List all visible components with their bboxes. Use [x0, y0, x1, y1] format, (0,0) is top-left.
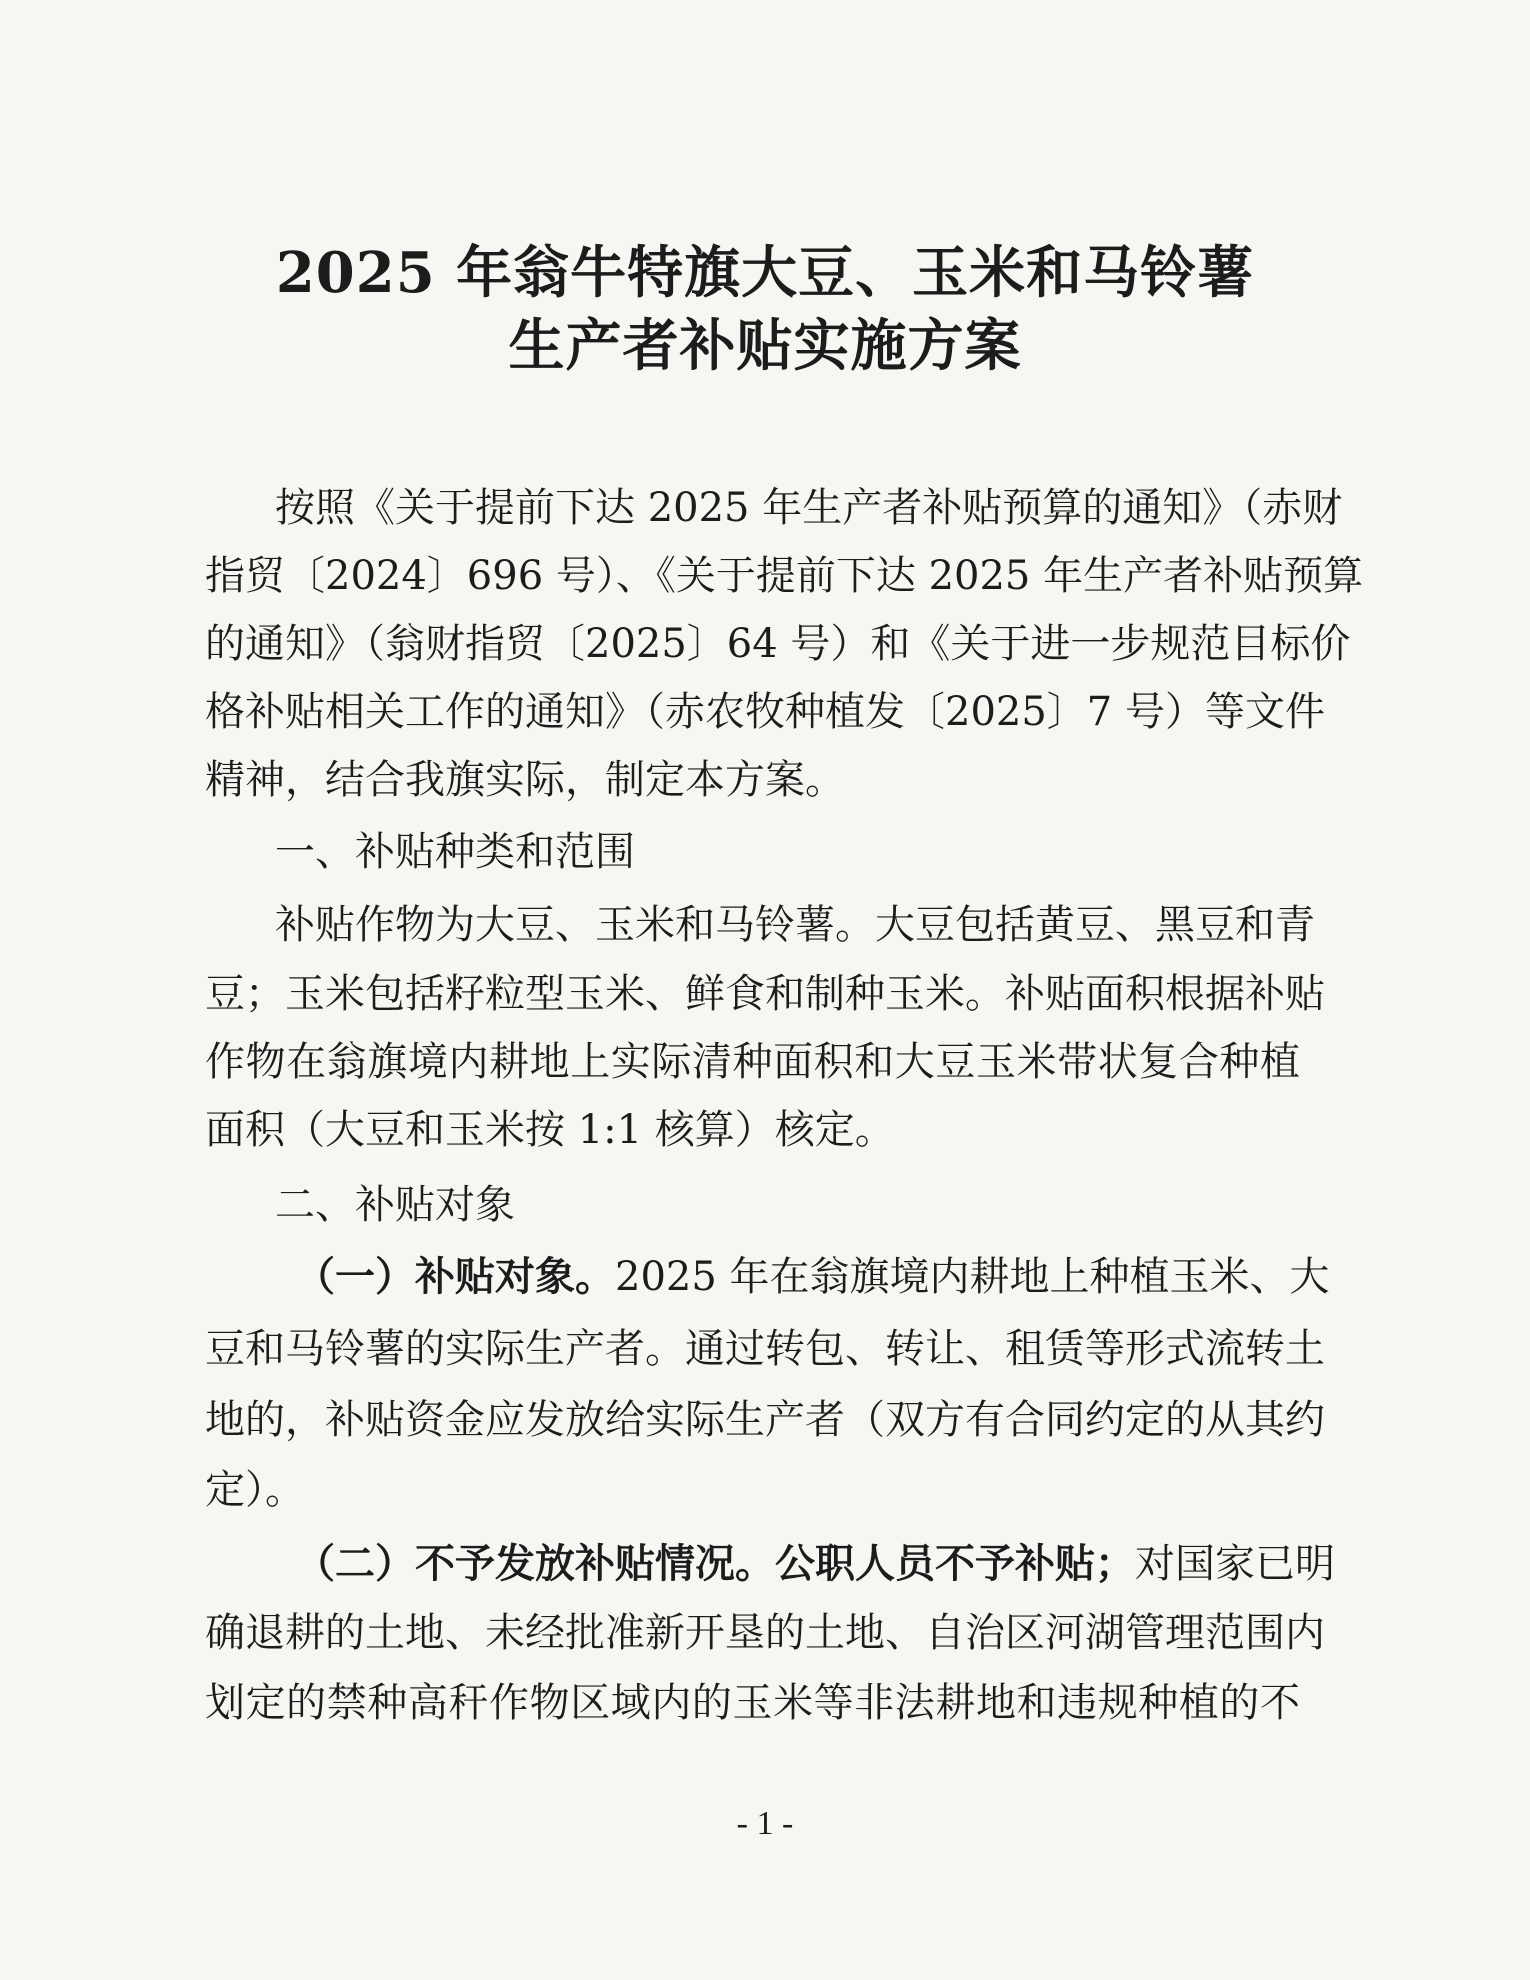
document-title-line-2: 生产者补贴实施方案 [508, 313, 1022, 379]
paragraph-line: 精神，结合我旗实际，制定本方案。 [205, 757, 845, 803]
subsection-2-lead: （二）不予发放补贴情况。公职人员不予补贴； [295, 1540, 1135, 1587]
paragraph-line: 划定的禁种高秆作物区域内的玉米等非法耕地和违规种植的不 [205, 1680, 1300, 1726]
paragraph-line: 定）。 [205, 1467, 305, 1513]
subsection-line-1 [295, 1247, 1330, 1307]
section-heading-2: 二、补贴对象 [275, 1182, 515, 1228]
paragraph-line: 作物在翁旗境内耕地上实际清种面积和大豆玉米带状复合种植 [205, 1039, 1300, 1085]
section-heading-1: 一、补贴种类和范围 [275, 829, 635, 875]
subsection-2-text: 对国家已明 [1135, 1541, 1335, 1587]
paragraph-line: 确退耕的土地、未经批准新开垦的土地、自治区河湖管理范围内 [205, 1610, 1325, 1656]
subsection-line-2 [295, 1534, 1335, 1594]
paragraph-line: 豆和马铃薯的实际生产者。通过转包、转让、租赁等形式流转土 [205, 1326, 1325, 1372]
paragraph-line: 面积（大豆和玉米按 1:1 核算）核定。 [205, 1107, 895, 1153]
document-title-line-1: 2025 年翁牛特旗大豆、玉米和马铃薯 [275, 240, 1255, 306]
subsection-1-lead: （一）补贴对象。 [295, 1253, 615, 1300]
paragraph-line: 地的，补贴资金应发放给实际生产者（双方有合同约定的从其约 [205, 1397, 1325, 1443]
paragraph-line: 格补贴相关工作的通知》（赤农牧种植发〔2025〕7 号）等文件 [205, 689, 1325, 735]
paragraph-line: 指贸〔2024〕696 号）、《关于提前下达 2025 年生产者补贴预算 [205, 553, 1364, 599]
paragraph-line: 豆；玉米包括籽粒型玉米、鲜食和制种玉米。补贴面积根据补贴 [205, 971, 1325, 1017]
page-number: - 1 - [736, 1805, 794, 1842]
subsection-1-text: 2025 年在翁旗境内耕地上种植玉米、大 [615, 1254, 1330, 1300]
paragraph-line: 按照《关于提前下达 2025 年生产者补贴预算的通知》（赤财 [275, 485, 1343, 531]
paragraph-line: 的通知》（翁财指贸〔2025〕64 号）和《关于进一步规范目标价 [205, 621, 1351, 667]
paragraph-line: 补贴作物为大豆、玉米和马铃薯。大豆包括黄豆、黑豆和青 [275, 902, 1315, 948]
